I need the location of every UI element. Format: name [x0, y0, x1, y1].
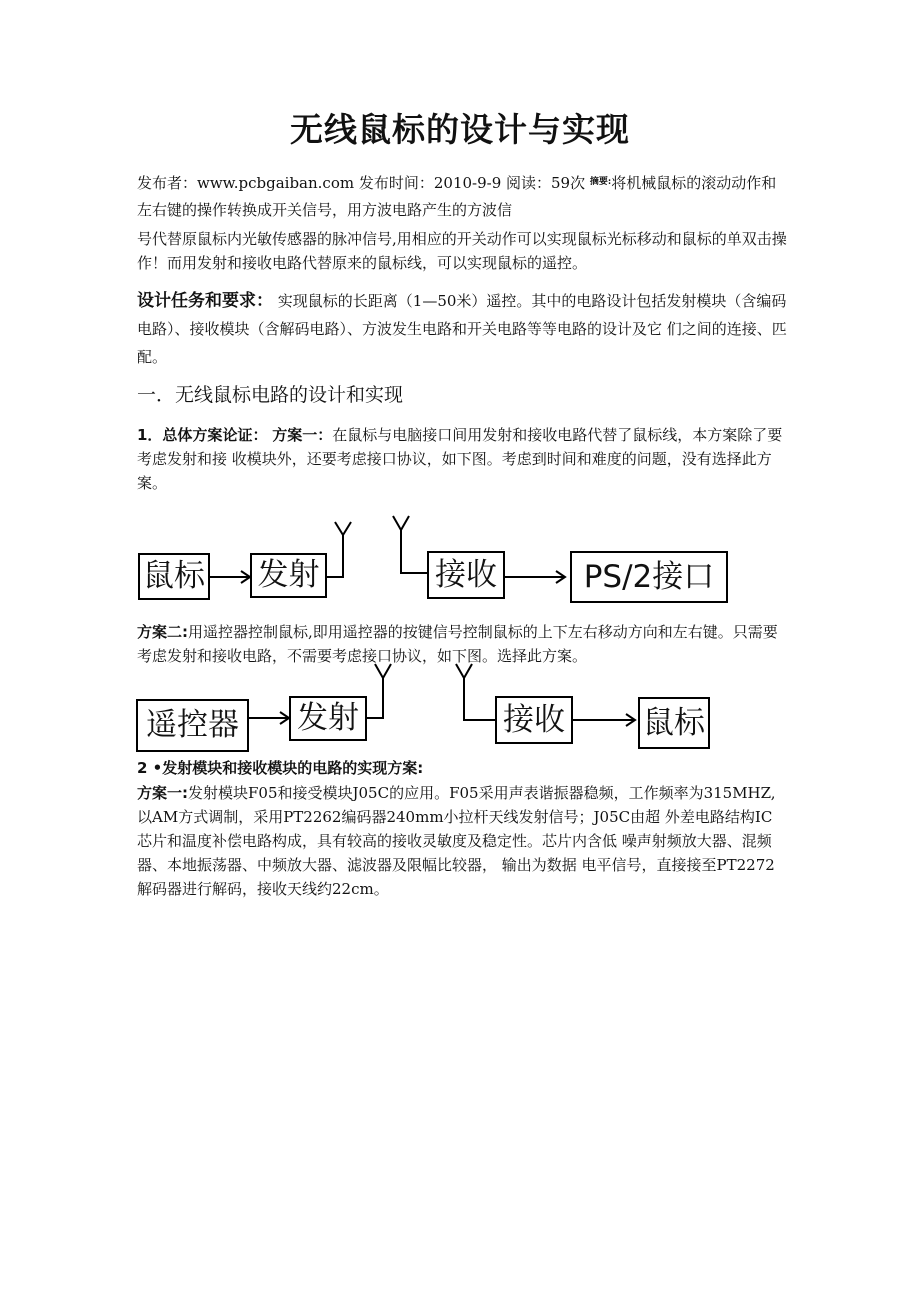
scheme2-paragraph: [137, 620, 787, 668]
scheme1-text: 在鼠标与电脑接口间用发射和接收电路代替了鼠标线，本方案除了要考虑发射和接 收模块外，还要考虑接口协议，如下图。考虑到时间和难度的问题，没有选择此方案。: [137, 426, 783, 492]
diagram2-block-mouse: 鼠标: [638, 697, 710, 749]
abstract-label: 摘要:: [589, 177, 612, 187]
scheme2-text: 用遥控器控制鼠标,即用遥控器的按键信号控制鼠标的上下左右移动方向和左右键。只需要考虑发射和接收电路，不需要考虑接口协议，如下图。选择此方案。: [137, 623, 778, 665]
scheme1-label: 方案一：: [272, 426, 333, 444]
section-heading: 一．无线鼠标电路的设计和实现: [137, 384, 404, 406]
task-label: 设计任务和要求：: [137, 291, 273, 311]
sub1-label: 1．总体方案论证：: [137, 426, 268, 444]
page-title: 无线鼠标的设计与实现: [290, 110, 630, 149]
diagram1-block-ps2: PS/2接口: [570, 551, 728, 603]
impl-text: 发射模块F05和接受模块J05C的应用。F05采用声表谐振器稳频，工作频率为315MHZ, 以AM方式调制，采用PT2262编码器240mm小拉杆天线发射信号；J05C由超 外差电路结构IC芯片和温度补偿电路构成，具有较高的接收灵敏度及稳定性。芯片内含低 噪声射频放大器、混频器、本地振荡器、中频放大器、滤波器及限幅比较器， 输出为数据 电平信号，直接接至PT2272解码器进行解码，接收天线约22cm。: [137, 784, 776, 898]
diagram2-block-transmit: 发射: [289, 696, 367, 741]
abstract-text-1: 将机械鼠标的滚动动作和左右键的操作转换成开关信号，用方波电路产生的方波信: [137, 174, 777, 219]
impl-paragraph: [137, 781, 787, 901]
sub2-label: 2 •发射模块和接收模块的电路的实现方案:: [137, 759, 424, 777]
task-text: 实现鼠标的长距离（1—50米）遥控。其中的电路设计包括发射模块（含编码电路）、接收模块（含解码电路）、方波发生电路和开关电路等等电路的设计及它 们之间的连接、匹配。: [137, 292, 787, 366]
abstract-paragraph-2: 号代替原鼠标内光敏传感器的脉冲信号,用相应的开关动作可以实现鼠标光标移动和鼠标的单双击操作！而用发射和接收电路代替原来的鼠标线，可以实现鼠标的遥控。: [137, 230, 787, 272]
scheme2-label: 方案二:: [137, 623, 188, 641]
diagram2-block-receive: 接收: [495, 696, 573, 744]
impl-scheme-label: 方案一:: [137, 784, 188, 802]
diagram2-block-remote: 遥控器: [136, 699, 249, 752]
diagram1-block-receive: 接收: [427, 551, 505, 599]
sub2-heading: [137, 756, 787, 780]
diagram1-block-transmit: 发射: [250, 553, 327, 598]
meta-line: 发布者：www.pcbgaiban.com 发布时间：2010-9-9 阅读：59次: [137, 174, 586, 192]
diagram1-block-mouse: 鼠标: [138, 553, 210, 600]
